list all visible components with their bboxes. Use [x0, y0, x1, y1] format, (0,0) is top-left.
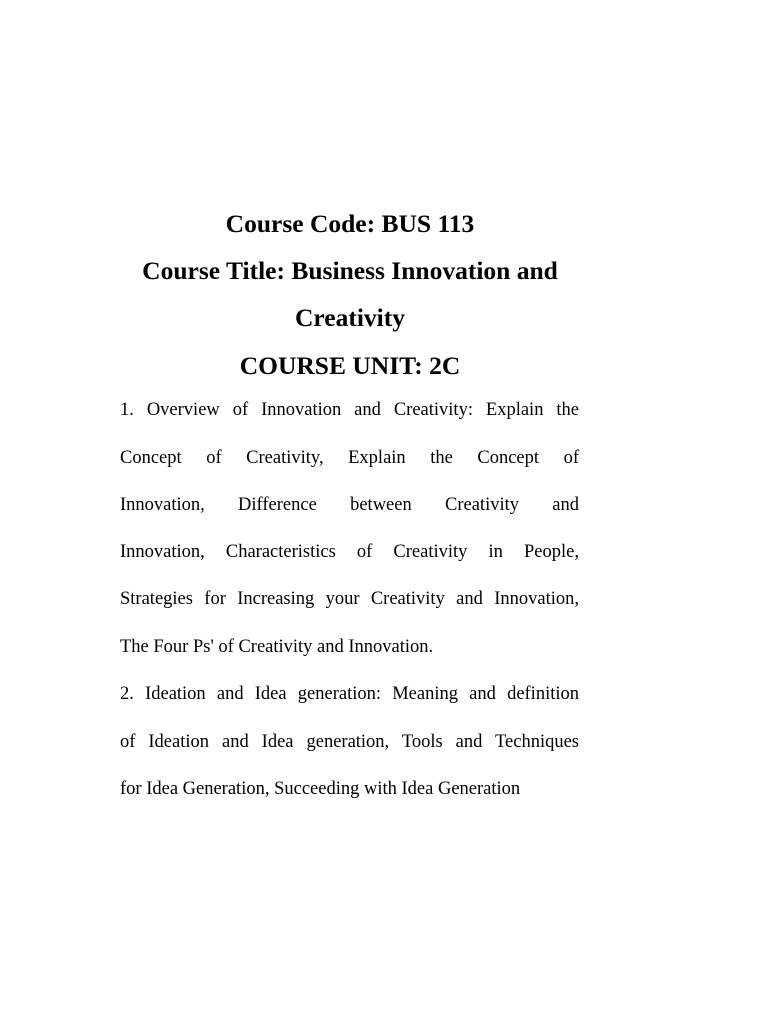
- topic-2-line: for Idea Generation, Succeeding with Idea Generation: [120, 779, 521, 799]
- course-title-heading-line-1: Course Title: Business Innovation and: [142, 256, 558, 285]
- topic-1-line: The Four Ps' of Creativity and Innovation.: [120, 637, 434, 657]
- course-unit-heading: COURSE UNIT: 2C: [239, 351, 461, 380]
- topic-1-line: Concept of Creativity, Explain the Concept of: [120, 448, 579, 468]
- topic-1-line: 1. Overview of Innovation and Creativity: Explain the: [120, 400, 579, 420]
- topic-2-line: 2. Ideation and Idea generation: Meaning and definition: [120, 684, 579, 704]
- topic-1-line: Strategies for Increasing your Creativity and Innovation,: [120, 589, 579, 609]
- topic-2-line: of Ideation and Idea generation, Tools and Techniques: [120, 732, 579, 752]
- topic-1-line: Innovation, Difference between Creativity and: [120, 495, 579, 515]
- course-code-heading: Course Code: BUS 113: [225, 209, 475, 238]
- topic-1-line: Innovation, Characteristics of Creativity in People,: [120, 542, 579, 562]
- course-title-heading-line-2: Creativity: [295, 303, 405, 332]
